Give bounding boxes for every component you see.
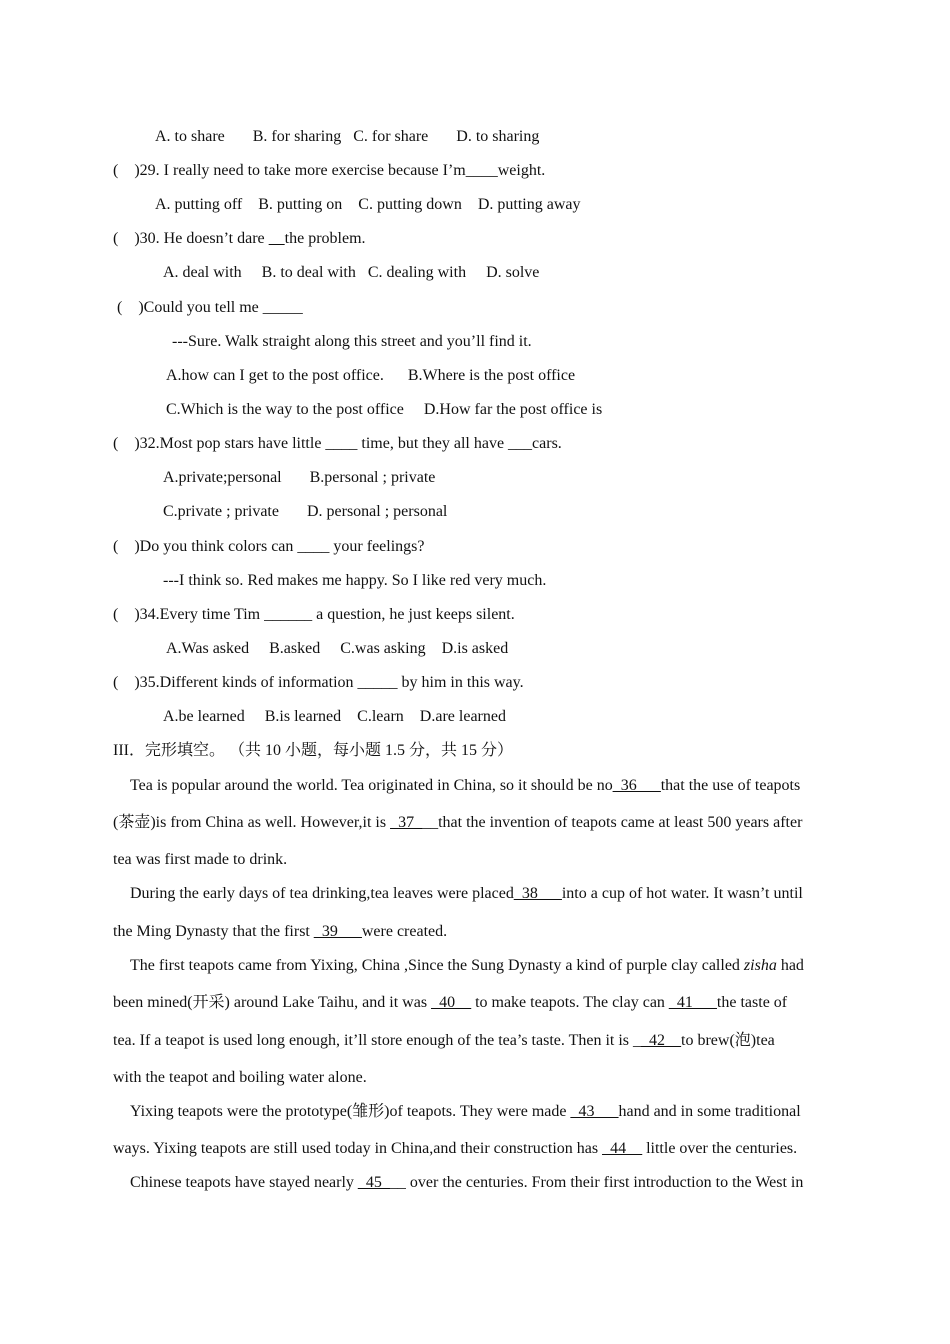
passage-line [130, 884, 803, 904]
q33-response: ---I think so. Red makes me happy. So I like red very much. [163, 572, 547, 589]
passage-line [113, 993, 787, 1013]
passage-line [130, 956, 804, 976]
passage-text: tea. If a teapot is used long enough, it’ll store enough of the tea’s taste. Then it is _ [113, 1032, 642, 1049]
blank-42: _42__ [641, 1032, 682, 1049]
blank-37: _37_ [390, 814, 423, 831]
passage-line [113, 1031, 775, 1051]
passage-text: ways. Yixing teapots are still used today in China,and their construction has [113, 1140, 603, 1157]
blank-40: _40__ [431, 994, 472, 1011]
q31-options-row1: A.how can I get to the post office. B.Where is the post office [166, 367, 576, 384]
passage-line [130, 776, 800, 796]
q34-stem: ( )34.Every time Tim ______ a question, he just keeps silent. [113, 606, 515, 623]
passage-text: The first teapots came from Yixing, China ,Since the Sung Dynasty a kind of purple clay called [130, 957, 744, 974]
passage-text: to brew(泡)tea [681, 1032, 775, 1049]
q32-options-row2: C.private ; private D. personal ; personal [163, 503, 448, 520]
passage-text: were created. [361, 923, 448, 940]
blank-44: _44__ [602, 1140, 643, 1157]
q33-stem: ( )Do you think colors can ____ your feelings? [113, 538, 425, 555]
passage-text: to make teapots. The clay can [471, 994, 669, 1011]
passage-text: that the use of teapots [660, 777, 801, 794]
passage-text: __ over the centuries. From their first introduction to the West in [389, 1174, 804, 1191]
passage-text: During the early days of tea drinking,tea leaves were placed [130, 885, 514, 902]
passage-text: had [776, 957, 804, 974]
passage-text: hand and in some traditional [618, 1103, 801, 1120]
blank-43: _43___ [570, 1103, 619, 1120]
q29-stem: ( )29. I really need to take more exercise because I’m____weight. [113, 162, 546, 179]
blank-41: _41___ [668, 994, 717, 1011]
q35-stem: ( )35.Different kinds of information _____ by him in this way. [113, 674, 524, 691]
blank-45: _45_ [357, 1174, 390, 1191]
passage-line [113, 922, 447, 942]
passage-text: Chinese teapots have stayed nearly [130, 1174, 358, 1191]
passage-line [130, 1173, 803, 1193]
q35-options: A.be learned B.is learned C.learn D.are learned [163, 708, 506, 725]
q30-stem [113, 229, 366, 249]
q32-options-row1: A.private;personal B.personal ; private [163, 469, 436, 486]
zisha-term: zisha [743, 957, 777, 974]
passage-text: the Ming Dynasty that the first [113, 923, 314, 940]
q29-options: A. putting off B. putting on C. putting down D. putting away [155, 196, 581, 213]
q32-stem: ( )32.Most pop stars have little ____ time, but they all have ___cars. [113, 435, 562, 452]
blank-38: _38___ [513, 885, 562, 902]
q31-response: ---Sure. Walk straight along this street and you’ll find it. [172, 333, 532, 350]
passage-text: been mined(开采) around Lake Taihu, and it was [113, 994, 432, 1011]
passage-line [113, 1139, 797, 1159]
blank-36: _36___ [612, 777, 661, 794]
passage-text: little over the centuries. [642, 1140, 798, 1157]
q30-stem-start: ( )30. He doesn’t dare [113, 230, 269, 247]
q31-stem: ( )Could you tell me _____ [117, 299, 303, 316]
q30-stem-end: the problem. [284, 230, 366, 247]
q31-options-row2: C.Which is the way to the post office D.How far the post office is [166, 401, 603, 418]
passage-line: with the teapot and boiling water alone. [113, 1069, 367, 1086]
passage-text: __that the invention of teapots came at least 500 years after [422, 814, 803, 831]
blank-39: _39___ [313, 923, 362, 940]
passage-text: Tea is popular around the world. Tea originated in China, so it should be no [130, 777, 613, 794]
q30-blank [269, 230, 285, 247]
passage-text: (茶壶)is from China as well. However,it is [113, 814, 391, 831]
q34-options: A.Was asked B.asked C.was asking D.is asked [166, 640, 509, 657]
passage-line: tea was first made to drink. [113, 851, 288, 868]
passage-text: Yixing teapots were the prototype(雏形)of teapots. They were made [130, 1103, 571, 1120]
q30-options: A. deal with B. to deal with C. dealing with D. solve [163, 264, 540, 281]
passage-text: the taste of [716, 994, 788, 1011]
passage-line [113, 813, 802, 833]
passage-text: into a cup of hot water. It wasn’t until [561, 885, 803, 902]
q28-options: A. to share B. for sharing C. for share D. to sharing [155, 128, 540, 145]
section-heading: III．完形填空。 （共 10 小题，每小题 1.5 分，共 15 分） [113, 742, 513, 759]
passage-line [130, 1102, 801, 1122]
